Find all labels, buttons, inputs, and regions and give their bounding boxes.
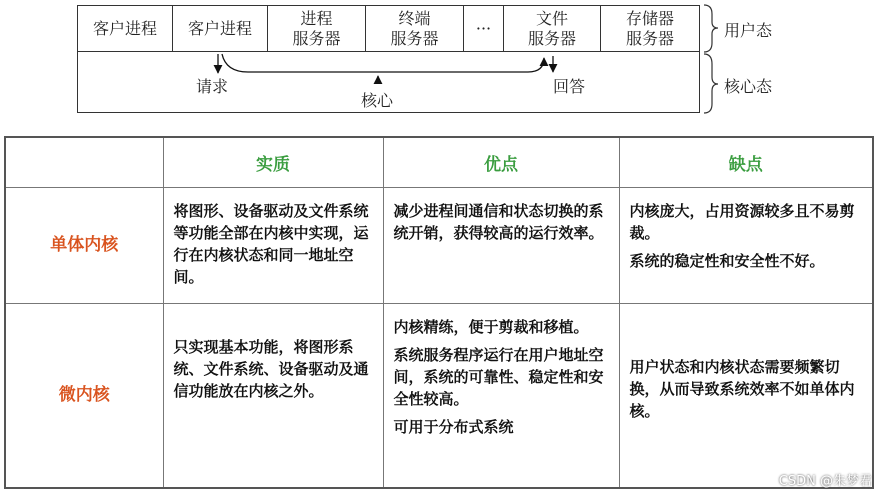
request-label: 请求 xyxy=(196,77,229,96)
reply-label: 回答 xyxy=(553,77,586,96)
table-row-microkernel xyxy=(5,303,873,488)
cell-text: 将图形、设备驱动及文件系统等功能全部在内核中实现，运行在内核状态和同一地址空间。 xyxy=(173,201,369,286)
cell-text: 系统服务程序运行在用户地址空间，系统的可靠性、稳定性和安全性较高。 xyxy=(393,345,604,408)
cell-text: 减少进程间通信和状态切换的系统开销，获得较高的运行效率。 xyxy=(393,201,604,242)
header-essence: 实质 xyxy=(163,137,383,187)
cell-text: 可用于分布式系统 xyxy=(393,417,514,436)
microkernel-diagram xyxy=(0,0,880,125)
cell-text: 内核庞大，占用资源较多且不易剪裁。 xyxy=(629,201,855,242)
cell-cons xyxy=(619,187,873,303)
header-pros: 优点 xyxy=(383,137,619,187)
user-mode-brace xyxy=(704,5,718,52)
cell-pros xyxy=(383,303,619,488)
cell-essence xyxy=(163,187,383,303)
process-label: 客户进程 xyxy=(187,18,252,38)
process-label: 客户进程 xyxy=(92,18,157,38)
process-label: 终端 服务器 xyxy=(390,8,439,48)
cell-text: 内核精练，便于剪裁和移植。 xyxy=(393,317,589,336)
cell-text: 系统的稳定性和安全性不好。 xyxy=(629,251,825,270)
row-name: 单体内核 xyxy=(5,187,163,303)
cell-essence xyxy=(163,303,383,488)
process-label: ··· xyxy=(475,18,492,38)
row-name: 微内核 xyxy=(5,303,163,488)
cell-pros xyxy=(383,187,619,303)
cell-text: 用户状态和内核状态需要频繁切换，从而导致系统效率不如单体内核。 xyxy=(629,357,855,420)
cell-text: 只实现基本功能，将图形系统、文件系统、设备驱动及通信功能放在内核之外。 xyxy=(173,337,369,400)
kernel-comparison-table xyxy=(4,136,874,489)
table-row-monolithic xyxy=(5,187,873,303)
kernel-mode-label: 核心态 xyxy=(724,77,773,96)
cell-cons xyxy=(619,303,873,488)
kernel-mode-brace xyxy=(704,54,718,113)
kernel-label: 核心 xyxy=(361,91,394,110)
header-corner xyxy=(5,137,163,187)
table-header-row xyxy=(5,137,873,187)
message-path xyxy=(222,54,544,72)
user-mode-label: 用户态 xyxy=(724,21,773,40)
header-cons: 缺点 xyxy=(619,137,873,187)
process-label: 文件 服务器 xyxy=(527,8,576,48)
watermark: CSDN @朱梦君 xyxy=(778,474,872,489)
process-label: 进程 服务器 xyxy=(292,8,341,48)
process-label: 存储器 服务器 xyxy=(625,8,674,48)
